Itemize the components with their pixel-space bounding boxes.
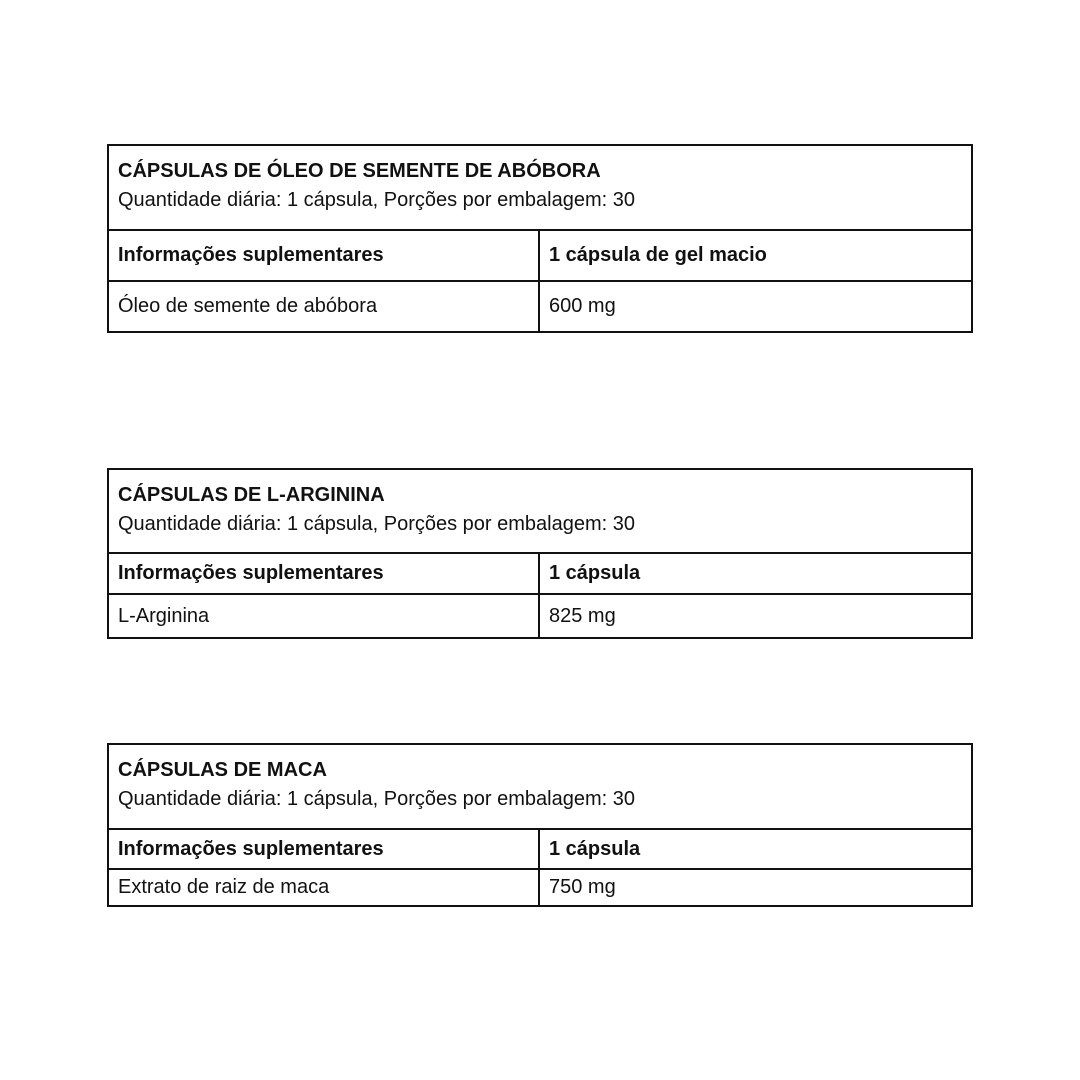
ingredient-name: L-Arginina [109,595,540,637]
ingredient-amount: 825 mg [549,604,616,627]
serving-info: Quantidade diária: 1 cápsula, Porções por embalagem: 30 [118,788,635,810]
table-header-row [109,554,971,593]
table-header-row [109,231,971,280]
table-heading [109,146,971,231]
header-info-label: Informações suplementares [109,554,540,593]
product-title: CÁPSULAS DE MACA [118,759,327,781]
header-serving-size: 1 cápsula [549,562,641,584]
header-info-label: Informações suplementares [109,830,540,868]
table-row [109,868,971,905]
header-info-label: Informações suplementares [109,231,540,280]
table-header-row [109,830,971,868]
table-row [109,280,971,331]
header-serving-size: 1 cápsula [549,837,641,860]
table-heading [109,470,971,554]
ingredient-amount: 750 mg [549,876,616,898]
table-row [109,593,971,637]
product-title: CÁPSULAS DE ÓLEO DE SEMENTE DE ABÓBORA [118,160,601,182]
supplement-facts-table-arginine [107,468,973,639]
supplement-facts-table-pumpkin [107,144,973,333]
table-heading [109,745,971,830]
serving-info: Quantidade diária: 1 cápsula, Porções por embalagem: 30 [118,189,635,211]
ingredient-amount: 600 mg [549,295,616,317]
header-serving-size: 1 cápsula de gel macio [549,244,767,266]
ingredient-name: Extrato de raiz de maca [109,870,540,905]
ingredient-name: Óleo de semente de abóbora [109,282,540,331]
serving-info: Quantidade diária: 1 cápsula, Porções por embalagem: 30 [118,513,635,535]
supplement-facts-table-maca [107,743,973,907]
product-title: CÁPSULAS DE L-ARGININA [118,484,385,506]
